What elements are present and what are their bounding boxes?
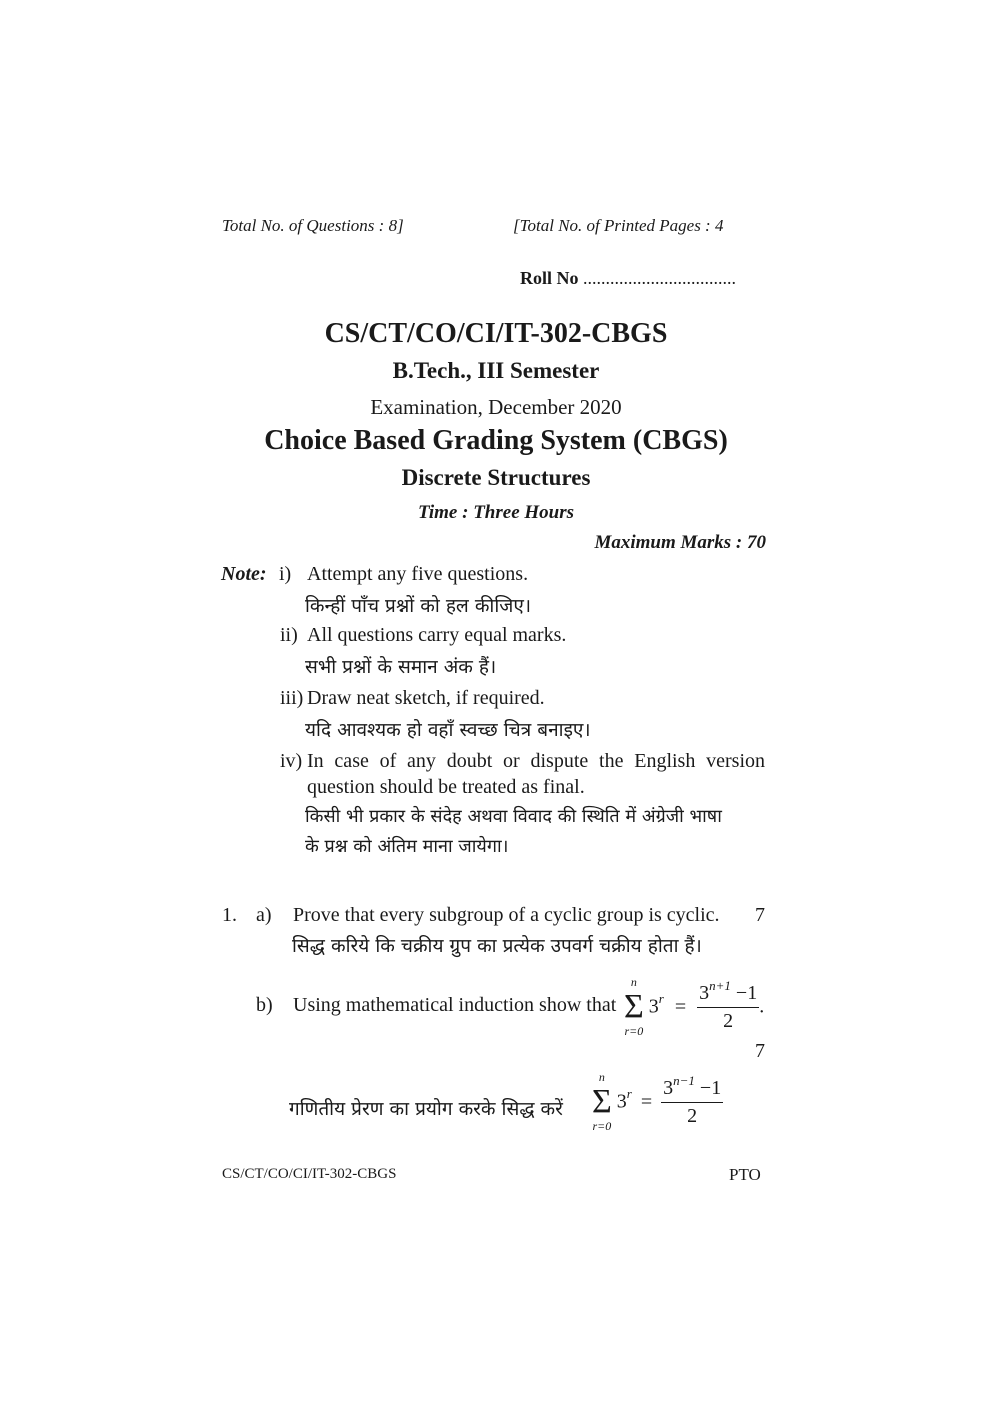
term-base: 3 xyxy=(648,995,659,1018)
fraction-denominator-hi: 2 xyxy=(687,1104,698,1127)
equals-sign-hi: = xyxy=(640,1090,653,1113)
sum-lower-hi: r=0 xyxy=(592,1119,612,1133)
max-marks: Maximum Marks : 70 xyxy=(594,532,766,553)
term-exp: r xyxy=(658,990,664,1006)
q1b-sum-en xyxy=(624,975,644,1039)
total-questions: Total No. of Questions : 8] xyxy=(222,216,404,235)
q1b-sum-hi xyxy=(592,1070,612,1134)
num-exp-hi: n−1 xyxy=(673,1072,695,1088)
subject: Discrete Structures xyxy=(401,465,591,490)
num-minus-hi: −1 xyxy=(694,1076,722,1099)
total-pages: [Total No. of Printed Pages : 4 xyxy=(513,216,724,235)
num-minus: −1 xyxy=(730,981,758,1004)
roll-no-label: Roll No xyxy=(520,268,579,288)
note-1-num: i) xyxy=(279,563,292,585)
paper-code: CS/CT/CO/CI/IT-302-CBGS xyxy=(324,318,668,349)
fraction-numerator-hi xyxy=(661,1072,723,1103)
sum-upper-hi: n xyxy=(598,1070,605,1084)
fraction-hi xyxy=(661,1072,723,1128)
sigma-symbol: Σ xyxy=(624,988,644,1025)
fraction-denominator: 2 xyxy=(723,1009,734,1032)
q1b-marks: 7 xyxy=(755,1040,765,1062)
period: . xyxy=(759,995,765,1018)
term-base-hi: 3 xyxy=(616,1090,627,1113)
note-4-hi-line2: के प्रश्न को अंतिम माना जायेगा। xyxy=(305,836,509,857)
q1a-marks: 7 xyxy=(755,904,765,926)
note-3-hi: यदि आवश्यक हो वहाँ स्वच्छ चित्र बनाइए। xyxy=(305,719,591,741)
note-label: Note: xyxy=(221,563,267,585)
note-1-hi: किन्हीं पाँच प्रश्नों को हल कीजिए। xyxy=(305,595,532,617)
note-2-num: ii) xyxy=(280,624,298,646)
fraction-en xyxy=(697,977,759,1033)
note-4-hi-line1: किसी भी प्रकार के संदेह अथवा विवाद की स्थिति में अंग्रेजी भाषा xyxy=(305,806,722,827)
num-base-hi: 3 xyxy=(663,1076,674,1099)
program: B.Tech., III Semester xyxy=(392,358,600,383)
q1b-text-en: Using mathematical induction show that xyxy=(293,994,617,1016)
note-3-num: iii) xyxy=(280,687,304,709)
note-1-en: Attempt any five questions. xyxy=(307,563,529,585)
exam: Examination, December 2020 xyxy=(370,395,622,419)
sigma-symbol-hi: Σ xyxy=(592,1083,612,1120)
grading-system: Choice Based Grading System (CBGS) xyxy=(264,425,728,456)
equals-sign: = xyxy=(674,995,687,1018)
footer-pto: PTO xyxy=(729,1165,761,1184)
q1b-label: b) xyxy=(256,994,273,1016)
q1b-text-hi: गणितीय प्रेरण का प्रयोग करके सिद्ध करें xyxy=(289,1098,563,1120)
note-4-en-line1: In case of any doubt or dispute the English version xyxy=(307,750,765,772)
term-exp-hi: r xyxy=(626,1085,632,1101)
footer-code: CS/CT/CO/CI/IT-302-CBGS xyxy=(222,1166,397,1182)
note-2-hi: सभी प्रश्नों के समान अंक हैं। xyxy=(305,656,497,678)
q1a-label: a) xyxy=(256,904,272,926)
q1b-formula-en xyxy=(624,975,764,1039)
note-3-en: Draw neat sketch, if required. xyxy=(307,687,545,709)
fraction-numerator xyxy=(697,977,759,1008)
q1-number: 1. xyxy=(222,904,237,926)
note-4-num: iv) xyxy=(280,750,303,772)
q1a-text-hi: सिद्ध करिये कि चक्रीय ग्रुप का प्रत्येक उपवर्ग चक्रीय होता हैं। xyxy=(292,935,702,957)
note-2-en: All questions carry equal marks. xyxy=(307,624,567,646)
num-base: 3 xyxy=(699,981,710,1004)
sum-upper: n xyxy=(630,975,637,989)
time: Time : Three Hours xyxy=(417,502,575,523)
roll-no-dots: .................................. xyxy=(578,268,736,288)
q1a-text-en: Prove that every subgroup of a cyclic group is cyclic. xyxy=(293,904,720,926)
note-4-en-line2: question should be treated as final. xyxy=(307,776,585,798)
roll-no xyxy=(520,268,736,289)
num-exp: n+1 xyxy=(709,977,731,993)
sum-lower: r=0 xyxy=(624,1024,644,1038)
q1b-formula-hi xyxy=(592,1070,723,1134)
